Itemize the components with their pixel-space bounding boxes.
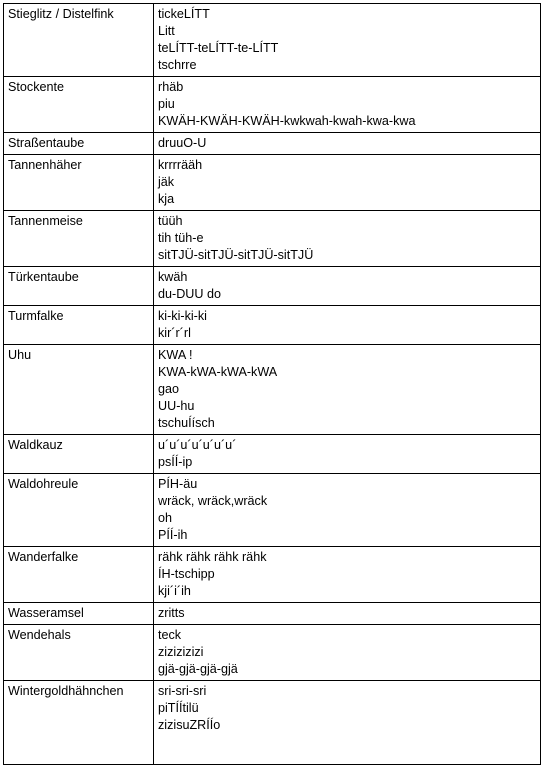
bird-call-text: ÍH-tschipp: [158, 567, 215, 581]
table-row: [4, 133, 541, 155]
bird-call-text: rhäb: [158, 80, 184, 94]
bird-call-text: tschrre: [158, 58, 197, 72]
bird-call-text: Litt: [158, 24, 175, 38]
bird-call-text: kir´r´rl: [158, 326, 191, 340]
bird-call-text: KWÄH-KWÄH-KWÄH-kwkwah-kwah-kwa-kwa: [158, 114, 416, 128]
bird-calls-cell: [154, 211, 541, 267]
bird-name-cell: [4, 77, 154, 133]
bird-call-text: zritts: [158, 606, 185, 620]
bird-call-text: sri-sri-sri: [158, 684, 207, 698]
table-row: [4, 603, 541, 625]
table-row: [4, 625, 541, 681]
bird-name: Waldohreule: [8, 477, 79, 491]
bird-name-cell: [4, 435, 154, 474]
bird-name-cell: [4, 155, 154, 211]
bird-name-cell: [4, 306, 154, 345]
bird-call-text: sitTJÜ-sitTJÜ-sitTJÜ-sitTJÜ: [158, 248, 314, 262]
bird-name-cell: [4, 681, 154, 765]
bird-calls-cell: [154, 155, 541, 211]
bird-name-cell: [4, 603, 154, 625]
bird-name: Wintergoldhähnchen: [8, 684, 124, 698]
bird-name-cell: [4, 133, 154, 155]
table-row: [4, 306, 541, 345]
table-row: [4, 547, 541, 603]
table-row: [4, 155, 541, 211]
bird-call-text: ki-ki-ki-ki: [158, 309, 207, 323]
bird-call-text: teLÍTT-teLÍTT-te-LÍTT: [158, 41, 279, 55]
bird-name: Wendehals: [8, 628, 71, 642]
bird-name-cell: [4, 474, 154, 547]
bird-name: Uhu: [8, 348, 32, 362]
bird-name: Waldkauz: [8, 438, 63, 452]
bird-name: Stieglitz / Distelfink: [8, 7, 114, 21]
bird-calls-cell: [154, 267, 541, 306]
bird-call-text: PÍH-äu: [158, 477, 198, 491]
table-row: [4, 681, 541, 765]
bird-calls-cell: [154, 306, 541, 345]
bird-calls-cell: [154, 345, 541, 435]
bird-calls-cell: [154, 625, 541, 681]
bird-calls-cell: [154, 4, 541, 77]
bird-calls-cell: [154, 474, 541, 547]
bird-calls-cell: [154, 133, 541, 155]
bird-name-cell: [4, 211, 154, 267]
bird-call-table-page: [3, 3, 540, 765]
table-row: [4, 4, 541, 77]
table-row: [4, 345, 541, 435]
bird-call-text: u´u´u´u´u´u´u´: [158, 438, 237, 452]
bird-call-text: KWA-kWA-kWA-kWA: [158, 365, 278, 379]
bird-name-cell: [4, 547, 154, 603]
bird-calls-cell: [154, 603, 541, 625]
bird-call-text: rähk rähk rähk rähk: [158, 550, 267, 564]
bird-calls-cell: [154, 681, 541, 765]
bird-name: Tannenmeise: [8, 214, 83, 228]
bird-call-text: oh: [158, 511, 173, 525]
bird-name: Wasseramsel: [8, 606, 84, 620]
bird-call-text: tschuÍísch: [158, 416, 215, 430]
bird-name: Tannenhäher: [8, 158, 82, 172]
bird-call-text: kwäh: [158, 270, 188, 284]
bird-name: Stockente: [8, 80, 65, 94]
bird-call-text: krrrrääh: [158, 158, 203, 172]
bird-call-text: wräck, wräck,wräck: [158, 494, 268, 508]
bird-calls-cell: [154, 435, 541, 474]
bird-call-text: KWA !: [158, 348, 193, 362]
table-row: [4, 435, 541, 474]
bird-call-text: PÍÍ-ih: [158, 528, 188, 542]
bird-name: Turmfalke: [8, 309, 64, 323]
bird-call-text: UU-hu: [158, 399, 195, 413]
bird-name: Straßentaube: [8, 136, 85, 150]
bird-call-text: tüüh: [158, 214, 183, 228]
table-row: [4, 77, 541, 133]
bird-calls-cell: [154, 547, 541, 603]
bird-call-text: psÍÍ-ip: [158, 455, 193, 469]
bird-call-text: gjä-gjä-gjä-gjä: [158, 662, 238, 676]
bird-calls-cell: [154, 77, 541, 133]
table-row: [4, 474, 541, 547]
bird-call-text: gao: [158, 382, 180, 396]
bird-name-cell: [4, 4, 154, 77]
bird-name: Türkentaube: [8, 270, 79, 284]
bird-call-text: tickeLÍTT: [158, 7, 210, 21]
bird-call-text: kja: [158, 192, 175, 206]
bird-call-text: piu: [158, 97, 175, 111]
table-row: [4, 267, 541, 306]
bird-call-text: teck: [158, 628, 182, 642]
table-row: [4, 211, 541, 267]
bird-name-cell: [4, 345, 154, 435]
bird-call-text: piTÍÍtilü: [158, 701, 199, 715]
bird-call-table: [3, 3, 541, 765]
bird-call-text: zizizizizi: [158, 645, 204, 659]
bird-call-text: du-DUU do: [158, 287, 221, 301]
bird-call-text: kji´i´ih: [158, 584, 191, 598]
bird-call-text: zizisuZRÍÍo: [158, 718, 221, 732]
bird-call-text: tih tüh-e: [158, 231, 204, 245]
bird-call-text: jäk: [158, 175, 175, 189]
bird-name-cell: [4, 267, 154, 306]
bird-call-text: druuO-U: [158, 136, 207, 150]
bird-call-rows: [4, 4, 541, 765]
bird-name-cell: [4, 625, 154, 681]
bird-name: Wanderfalke: [8, 550, 79, 564]
